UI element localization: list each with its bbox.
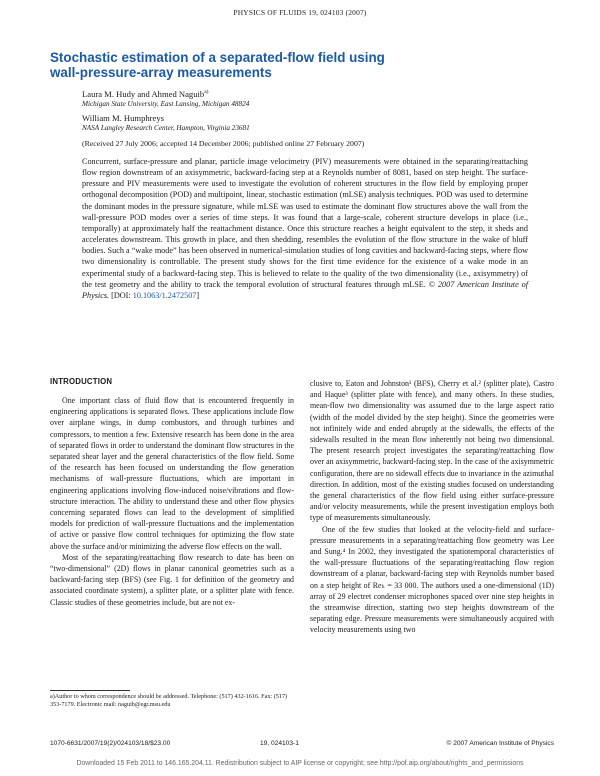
footer-page-number: 19, 024103-1 — [260, 740, 299, 747]
doi-suffix: ] — [196, 290, 200, 300]
article-title — [50, 50, 510, 80]
footer-copyright: © 2007 American Institute of Physics — [446, 740, 554, 747]
abstract-text: Concurrent, surface-pressure and planar, particle image velocimetry (PIV) measurements were obtained in the separating/reattaching flow region downstream of an axisymmetric, backward-facing step at a Reynolds number of 8081, based on step height. The surface-pressure and PIV measurements were used to investigate the evolution of coherent structures in the flow field by employing proper orthogonal decomposition (POD) and multipoint, linear, stochastic estimation (mLSE) analysis techniques. POD was used to determine the dominant modes in the pressure signature, while mLSE was used to estimate the dominant flow structures above the wall from the wall-pressure POD modes over a series of time steps. It was found that a large-scale, coherent structure develops in place (i.e., temporally) at approximately half the reattachment distance. Once this structure reaches a height equivalent to the step, it sheds and accelerates downstream. This growth in place, and then shedding, resembles the evolution of the flow structure in the wake of bluff bodies. Such a “wake mode” has been observed in numerical-simulation studies of long cavities and backward-facing steps, where flow two dimensionality is controllable. The present study shows for the first time evidence for the existence of a wake mode in an experimental study of a backward-facing step. This is believed to relate to the quality of the two dimensionality (i.e., axisymmetry) of the test geometry and the ability to track the temporal evolution of structural features through mLSE. — [82, 157, 528, 289]
doi-prefix: [DOI: — [111, 290, 133, 300]
doi-link[interactable]: 10.1063/1.2472507 — [132, 290, 197, 300]
abstract-copyright: © 2007 American Institute of Physics. — [82, 279, 529, 300]
intro-paragraph-2-continued: clusive to, Eaton and Johnston¹ (BFS), Cherry et al.² (splitter plate), Castro and Haque³ (splitter plate with fence), and many others. In these studies, mean-flow two dimensionality was assumed due to the large aspect ratio (width of the model divided by the step height). Since the geometries were not infinitely wide and ended abruptly at the sidewalls, the effects of the sidewalls resulted in the mean flow inherently not being two dimensional. The present research project investigates the separating/reattaching flow over an axisymmetric, backward-facing step. In the case of the axisymmetric configuration, there are no sidewall effects due to invariance in the azimuthal direction. In addition, most of the existing studies focused on understanding the general characteristics of the flow field using either surface-pressure and/or velocity measurements, while the present investigation employs both type of measurements simultaneously. — [310, 379, 554, 523]
section-heading-introduction: INTRODUCTION — [50, 377, 113, 386]
download-notice: Downloaded 15 Feb 2011 to 146.165.204.11. Redistribution subject to AIP license or copyright; see http://pof.aip.org/about/rights_and_permissions — [76, 760, 524, 767]
intro-paragraph-1: One important class of fluid flow that is encountered frequently in engineering applications is separated flows. These applications include flow over airplane wings, in dump combustors, and through turbines and compressors, to mention a few. Extensive research has been done in the area of separated flows in order to understand the dominant flow structures in the separated shear layer and the general characteristics of the flow field. Some of the research has been focused on understanding the flow generation mechanisms of wall-pressure fluctuations, which are important in engineering applications involving flow-induced noise/vibrations and flow-structure interaction. The ability to understand these and other flow physics concerning separated flows can lead to the development of simplified models for prediction of wall-pressure fluctuations and the implementation of active or passive flow control techniques for optimizing the flow state above the surface and/or minimizing the adverse flow effects on the wall. — [50, 396, 294, 551]
abstract — [82, 156, 528, 301]
corresponding-author-footnote: a)Author to whom correspondence should be addressed. Telephone: (517) 432-1616. Fax: (517) 353-7179. Electronic mail: naguib@egr.msu.edu — [50, 693, 288, 709]
affiliation-nasa: NASA Langley Research Center, Hampton, Virginia 23681 — [82, 124, 250, 132]
body-column-right — [310, 378, 554, 636]
intro-paragraph-3: One of the few studies that looked at the velocity-field and surface-pressure measurements in a separating/reattaching flow geometry was Lee and Sung.⁴ In 2002, they investigated the spatiotemporal characteristics of the wall-pressure fluctuations of the separating/reattaching flow region downstream of a planar, backward-facing step with Reynolds number based on a step height of Reₕ = 33 000. The authors used a one-dimensional (1D) array of 29 electret condenser microphones spaced over nine step heights in the streamwise direction, starting two step heights downstream of the separating edge. Pressure measurements were simultaneously acquired with velocity measurements using two — [310, 524, 554, 635]
running-head: PHYSICS OF FLUIDS 19, 024103 (2007) — [233, 8, 367, 17]
intro-paragraph-2: Most of the separating/reattaching flow research to date has been on “two-dimensional” (2D) flows in planar canonical geometries such as a backward-facing step (BFS) (see Fig. 1 for definition of the geometry and associated coordinate system), a splitter plate, or a splitter plate with fence. Classic studies of these geometries include, but are not ex- — [50, 552, 294, 607]
received-dates: (Received 27 July 2006; accepted 14 December 2006; published online 27 February 2007) — [82, 139, 365, 148]
authors-secondary: William M. Humphreys — [82, 113, 165, 123]
authors-primary — [82, 89, 208, 99]
title-line-2: wall-pressure-array measurements — [50, 65, 272, 80]
body-column-left — [50, 395, 294, 608]
authors-primary-names: Laura M. Hudy and Ahmed Naguib — [82, 89, 205, 99]
footer-issn: 1070-6631/2007/19(2)/024103/18/$23.00 — [50, 740, 171, 747]
title-line-1: Stochastic estimation of a separated-flow field using — [50, 50, 385, 65]
footnote-rule — [50, 690, 130, 691]
affiliation-msu: Michigan State University, East Lansing, Michigan 48824 — [82, 100, 250, 108]
author-footnote-marker: a) — [204, 89, 209, 96]
